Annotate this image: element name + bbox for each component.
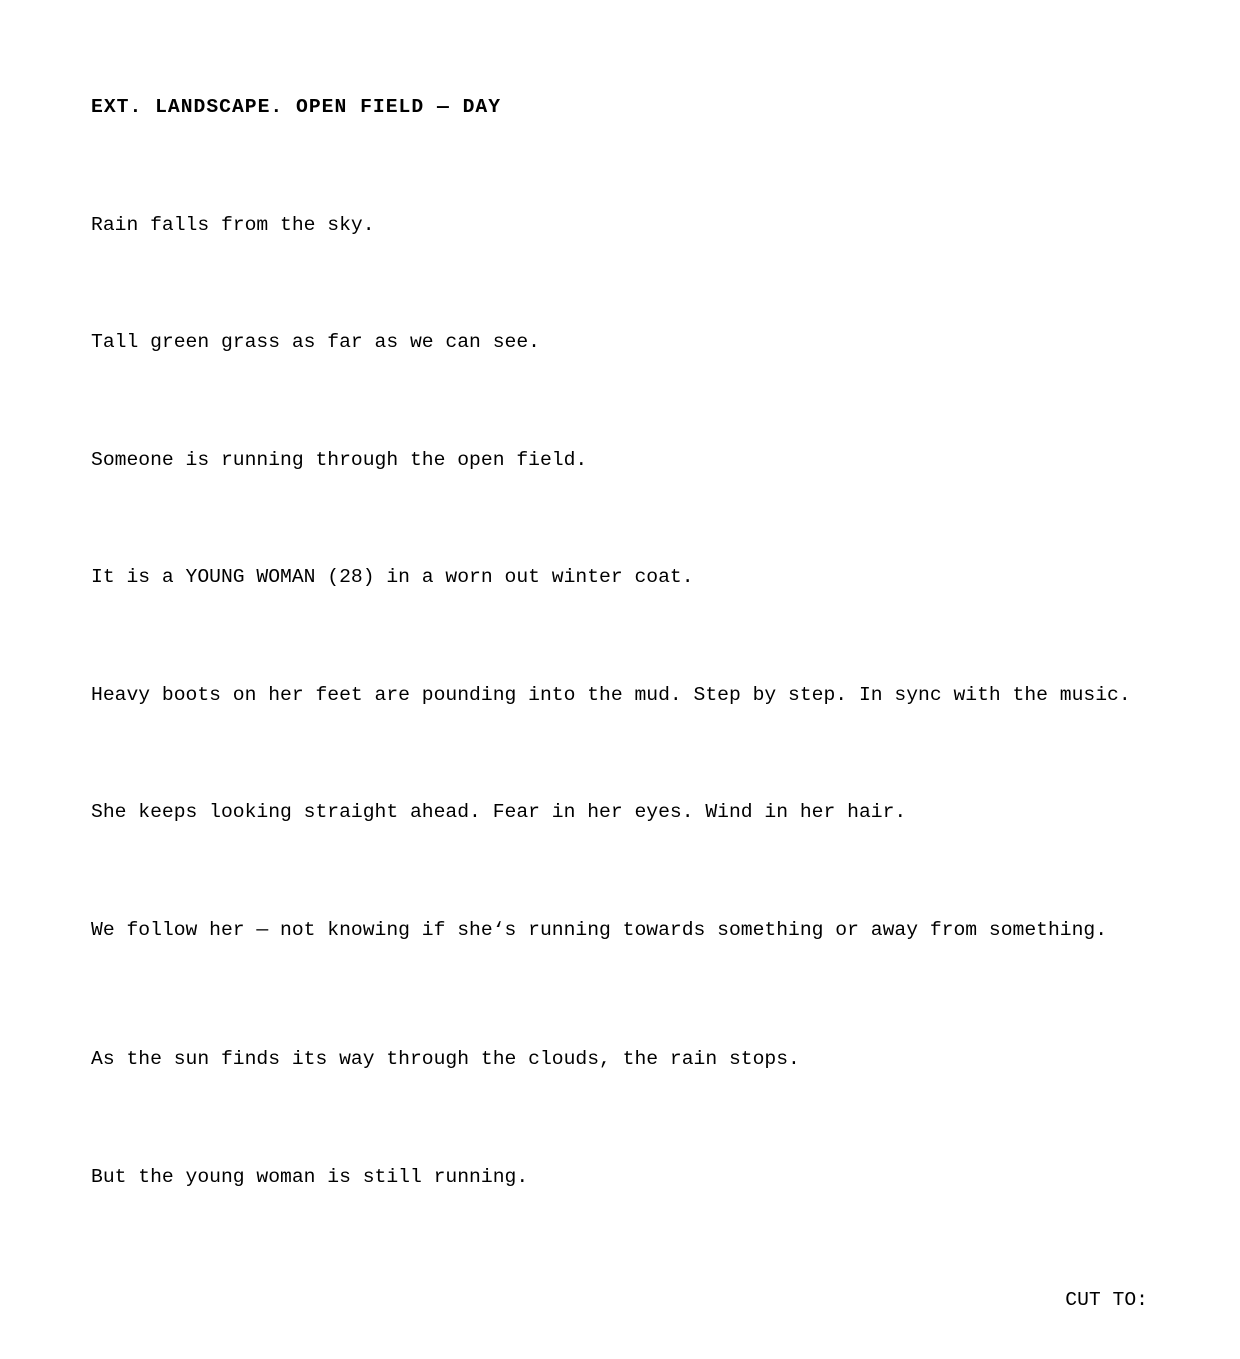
action-line: It is a YOUNG WOMAN (28) in a worn out winter coat. — [91, 566, 694, 589]
action-line: She keeps looking straight ahead. Fear in her eyes. Wind in her hair. — [91, 801, 907, 824]
action-line: We follow her — not knowing if she‘s running towards something or away from something. — [91, 918, 1108, 941]
action-line: Rain falls from the sky. — [91, 213, 375, 236]
transition-cut-to: CUT TO: — [1065, 1289, 1148, 1311]
action-line: Heavy boots on her feet are pounding into the mud. Step by step. In sync with the music. — [91, 683, 1131, 706]
action-line: But the young woman is still running. — [91, 1165, 529, 1188]
action-line: Tall green grass as far as we can see. — [91, 331, 540, 354]
action-line: Someone is running through the open field. — [91, 448, 588, 471]
scene-heading: EXT. LANDSCAPE. OPEN FIELD — DAY — [91, 96, 502, 119]
action-line: As the sun finds its way through the clouds, the rain stops. — [91, 1048, 800, 1071]
